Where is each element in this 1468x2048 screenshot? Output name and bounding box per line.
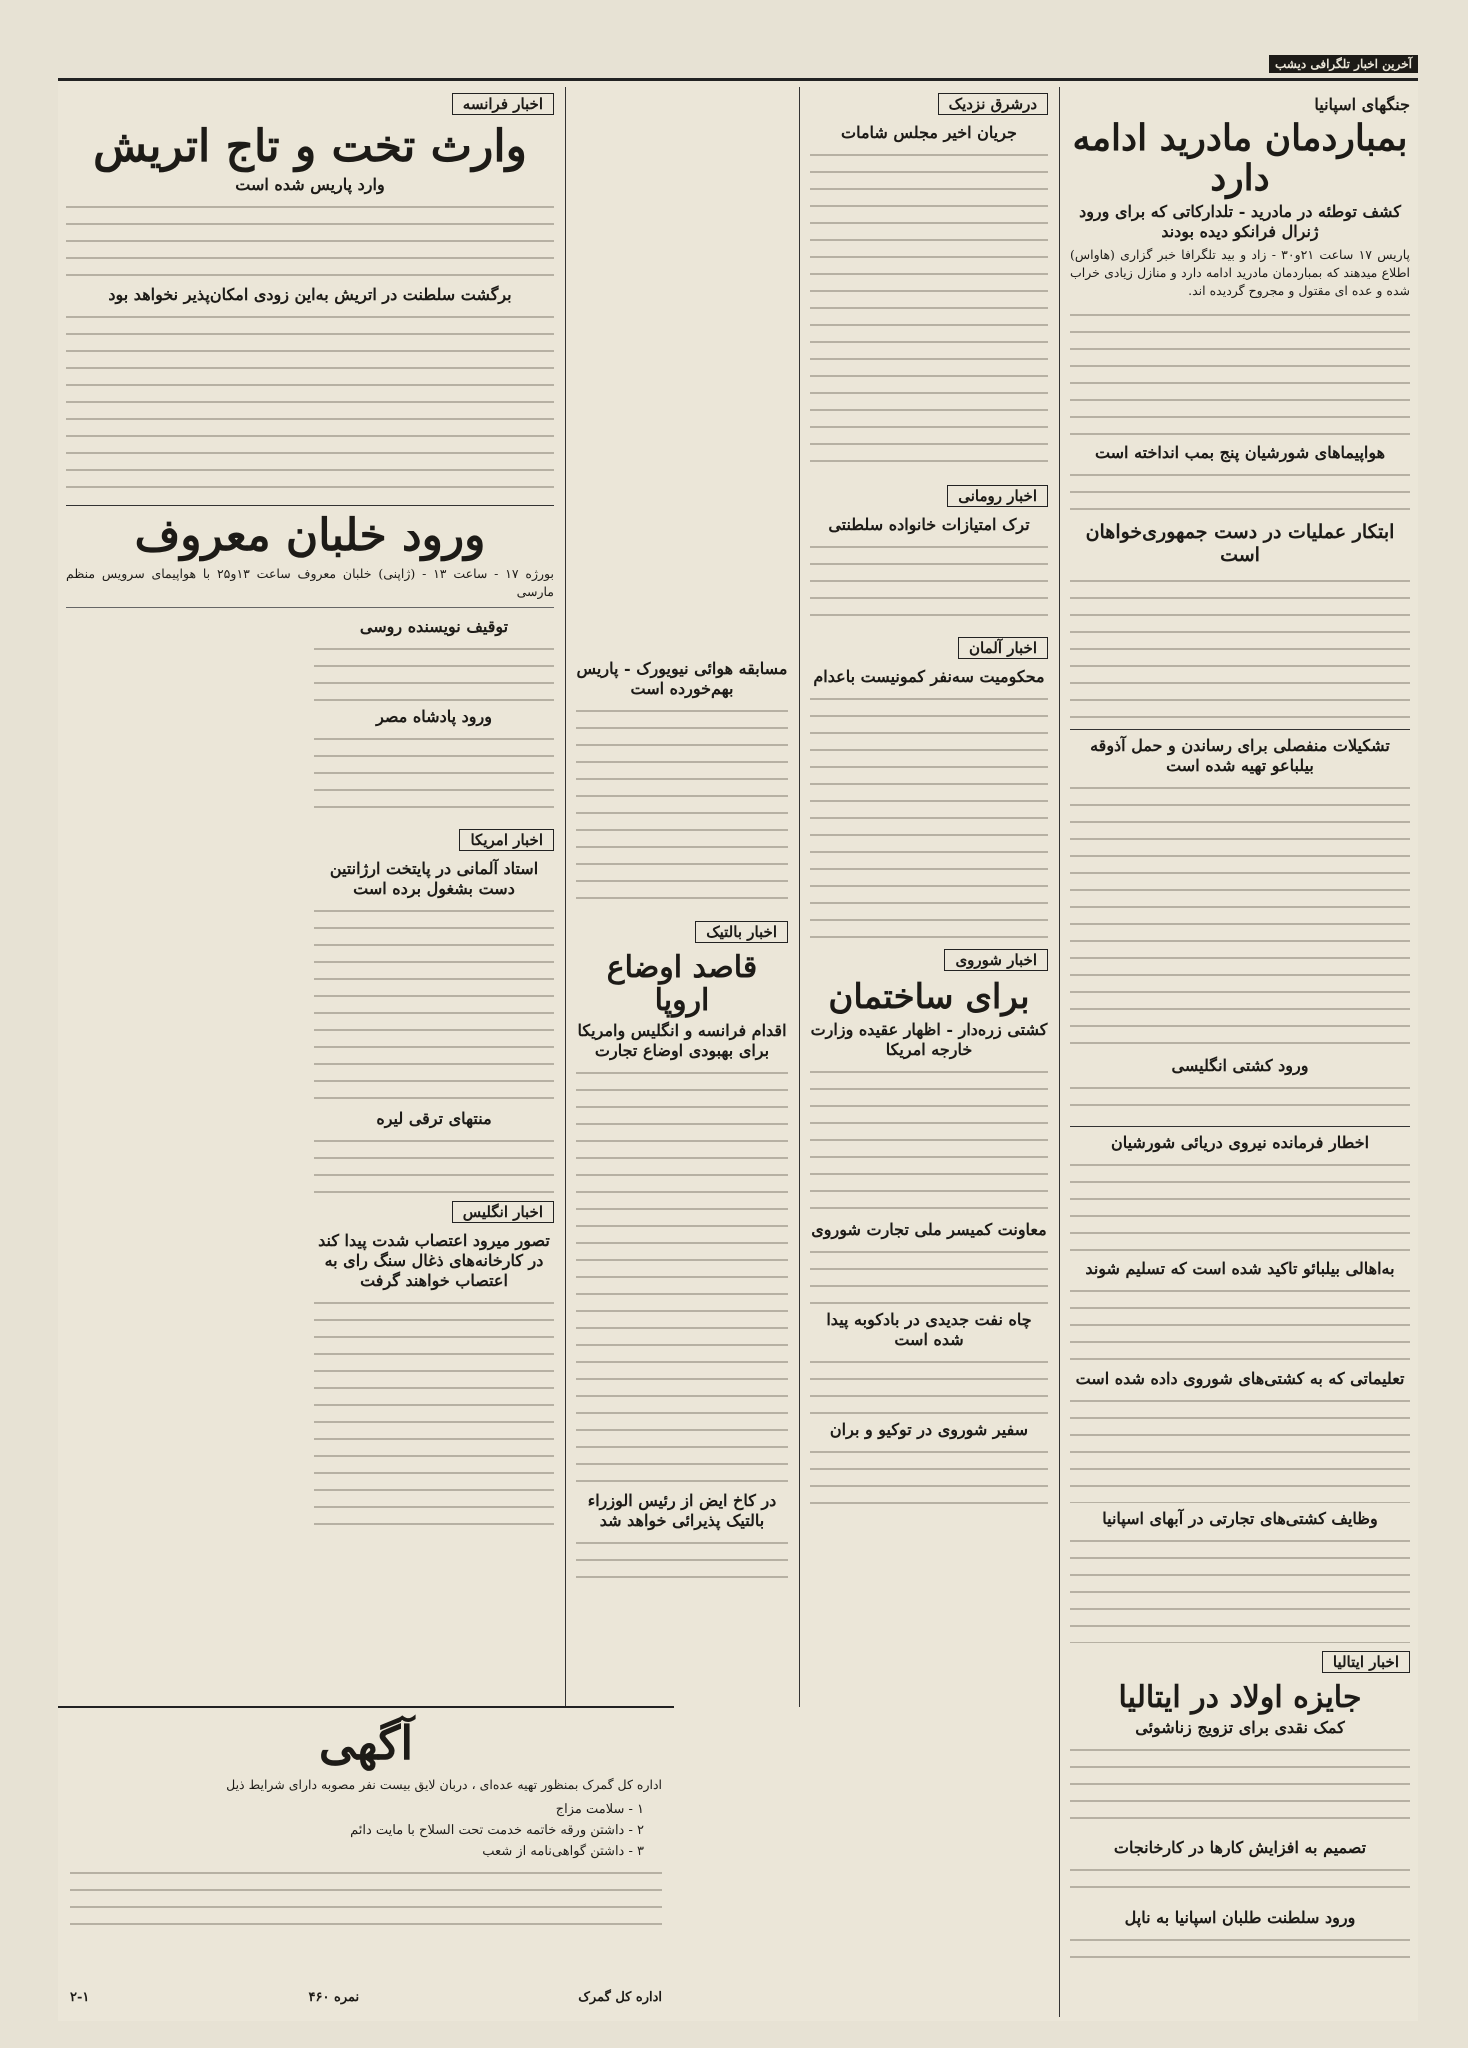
ad-title: آگهی <box>318 1716 414 1770</box>
text-block <box>810 1444 1048 1504</box>
headline-heir: وارث تخت و تاج اتریش <box>93 121 527 172</box>
lead-paragraph: پاریس ۱۷ ساعت ۲۱و۳۰ - زاد و بید تلگرافا خبر گزاری (هاواس) اطلاع میدهند که بمباردمان مادرید ادامه دارد و منازل زیادی خراب شده و عده ای مقتول و مجروح گردیده اند. <box>1070 247 1410 299</box>
headline-envoy: سفیر شوروی در توکیو و بران <box>829 1420 1029 1440</box>
headline-prize: جایزه اولاد در ایتالیا <box>1118 1680 1362 1716</box>
newspaper-page <box>58 57 1418 2021</box>
subcolumn-right <box>314 613 554 1541</box>
headline-workshops: تصمیم به افزایش کارها در کارخانجات <box>1113 1838 1367 1858</box>
text-block <box>1070 1742 1410 1832</box>
headline-oil: چاه نفت جدیدی در بادکوبه پیدا شده است <box>826 1310 1032 1350</box>
ad-footer <box>70 1990 662 2005</box>
column-spain <box>1062 87 1418 2011</box>
text-block <box>576 1065 788 1485</box>
headline-intent: قاصد اوضاع اروپا <box>606 950 758 1018</box>
divider <box>1070 729 1410 730</box>
kicker: جنگهای اسپانیا <box>1314 95 1410 114</box>
headline-initiative: ابتکار عملیات در دست جمهوری‌خواهان است <box>1085 520 1395 567</box>
headline-trade: معاونت کمیسر ملی تجارت شوروی <box>811 1220 1047 1240</box>
headline-flight: مسابقه هوائی نیویورک - پاریس بهم‌خورده است <box>576 659 788 698</box>
text-block <box>314 1133 554 1193</box>
text-block <box>1070 307 1410 437</box>
ad-condition: ۲ - داشتن ورقه خاتمه خدمت تحت السلاح با مایت دائم <box>350 1822 644 1838</box>
headline-bilbao: به‌اهالی بیلبائو تاکید شده است که تسلیم شوند <box>1085 1259 1395 1279</box>
ad-condition: ۳ - داشتن گواهی‌نامه از شعب <box>482 1843 644 1859</box>
headline-heir-sub: وارد پاریس شده است <box>235 175 385 195</box>
section-tag-baltic: اخبار بالتیک <box>695 921 788 943</box>
text-block <box>810 147 1048 477</box>
headline-romania: ترک امتیازات خانواده سلطنتی <box>828 515 1030 534</box>
headline-famous: ورود خلبان معروف <box>134 510 486 562</box>
headline-writer: توقیف نویسنده روسی <box>359 617 509 637</box>
text-block <box>70 1865 662 1935</box>
headline-soviet-ship: تعلیماتی که به کشتی‌های شوروی داده شده است <box>1075 1369 1405 1389</box>
text-block <box>314 1295 554 1535</box>
text-block <box>1070 1283 1410 1363</box>
text-block <box>66 309 554 499</box>
text-block <box>576 1535 788 1585</box>
headline-new-orgs: تشکیلات منفصلی برای رساندن و حمل آذوقه بیلباعو تهیه شده است <box>1090 736 1390 776</box>
deck: کشف توطئه در مادرید - تلدارکاتی که برای ورود ژنرال فرانکو دیده بودند <box>1079 202 1401 242</box>
ad-conditions <box>70 1800 662 1862</box>
text-block <box>1070 780 1410 1050</box>
headline-building-sub: کشتی زره‌دار - اظهار عقیده وزارت خارجه امریکا <box>810 1020 1048 1060</box>
column-near-east <box>802 87 1056 1701</box>
text-block <box>1070 1393 1410 1503</box>
headline-germany: محکومیت سه‌نفر کمونیست باعدام <box>813 667 1045 686</box>
column-rule <box>565 87 566 1707</box>
text-block <box>810 1354 1048 1414</box>
column-rule <box>1059 87 1060 2017</box>
text-block <box>810 691 1048 941</box>
latest-news-stamp: آخرین اخبار تلگرافی دیشب <box>1269 55 1418 73</box>
text-block <box>1070 1533 1410 1643</box>
section-tag-france: اخبار فرانسه <box>452 93 554 115</box>
headline-building: برای ساختمان <box>828 977 1030 1017</box>
headline-prize-sub: کمک نقدی برای تزویج زناشوئی <box>1135 1718 1345 1738</box>
masthead-bar <box>58 51 1418 77</box>
headline-warning: اخطار فرمانده نیروی دریائی شورشیان <box>1110 1133 1370 1153</box>
main-headline: بمباردمان مادرید ادامه دارد <box>1072 117 1408 199</box>
headline-conference: در کاخ ایض از رئیس الوزراء بالتیک پذیرائی خواهد شد <box>587 1491 777 1530</box>
headline-intent-sub: اقدام فرانسه و انگلیس وامریکا برای بهبودی اوضاع تجارت <box>577 1021 787 1060</box>
text-block <box>314 641 554 701</box>
ad-condition: ۱ - سلامت مزاج <box>555 1802 644 1818</box>
section-tag-italy: اخبار ایتالیا <box>1322 1651 1410 1673</box>
headline-arg: استاد آلمانی در پایتخت ارژانتین دست بشغول برده است <box>329 859 539 899</box>
text-block <box>1070 1080 1410 1120</box>
text-block <box>66 199 554 279</box>
column-middle <box>568 651 796 1701</box>
text-block <box>314 731 554 821</box>
headline-ship-entry: ورود کشتی انگلیسی <box>1171 1056 1309 1076</box>
headline-planes: هواپیماهای شورشیان پنج بمب انداخته است <box>1094 442 1386 462</box>
divider <box>66 505 554 506</box>
text-block <box>1070 467 1410 515</box>
section-tag-near-east: درشرق نزدیک <box>938 93 1048 115</box>
column-france <box>58 87 562 1701</box>
text-block <box>1070 1932 1410 1962</box>
section-tag-romania: اخبار رومانی <box>947 485 1048 507</box>
famous-pilot-text: بورژه ۱۷ - ساعت ۱۳ - (ژاپنی) خلبان معروف ساعت ۱۳و۲۵ با هواپیمای سرویس منظم مارسی <box>66 565 554 599</box>
divider <box>66 607 554 608</box>
headline-syria: جریان اخیر مجلس شامات <box>841 123 1017 142</box>
headline-duties: وظایف کشتی‌های تجارتی در آبهای اسپانیا <box>1102 1509 1378 1529</box>
section-tag-germany: اخبار آلمان <box>958 637 1048 659</box>
text-block <box>576 703 788 913</box>
divider <box>1070 1126 1410 1127</box>
headline-dissent: تصور میرود اعتصاب شدت پیدا کند در کارخانه‌های ذغال سنگ رای به اعتصاب خواهند گرفت <box>318 1231 550 1291</box>
text-block <box>1070 1157 1410 1253</box>
section-tag-soviet: اخبار شوروی <box>944 949 1048 971</box>
text-block <box>810 539 1048 629</box>
text-block <box>314 903 554 1103</box>
headline-king: ورود پادشاه مصر <box>376 707 492 727</box>
ad-number: نمره ۴۶۰ <box>308 1990 360 2005</box>
ad-signature: اداره کل گمرک <box>578 1990 662 2005</box>
column-rule <box>799 87 800 1707</box>
section-tag-america: اخبار امریکا <box>459 829 554 851</box>
text-block <box>1070 573 1410 723</box>
ad-page-ref: ۲-۱ <box>70 1990 90 2005</box>
headline-price: منتهای ترقی لیره <box>376 1109 492 1129</box>
section-tag-england: اخبار انگلیس <box>452 1201 554 1223</box>
headline-return: برگشت سلطنت در اتریش به‌این زودی امکان‌پذیر نخواهد بود <box>108 285 512 305</box>
text-block <box>810 1244 1048 1304</box>
text-block <box>1070 1862 1410 1902</box>
headline-arrival: ورود سلطنت طلبان اسپانیا به ناپل <box>1124 1908 1356 1928</box>
advertisement <box>58 1706 674 2011</box>
text-block <box>810 1064 1048 1214</box>
ad-intro: اداره کل گمرک بمنظور تهیه عده‌ای ، دربان لایق بیست نفر مصوبه دارای شرایط ذیل <box>226 1777 662 1792</box>
